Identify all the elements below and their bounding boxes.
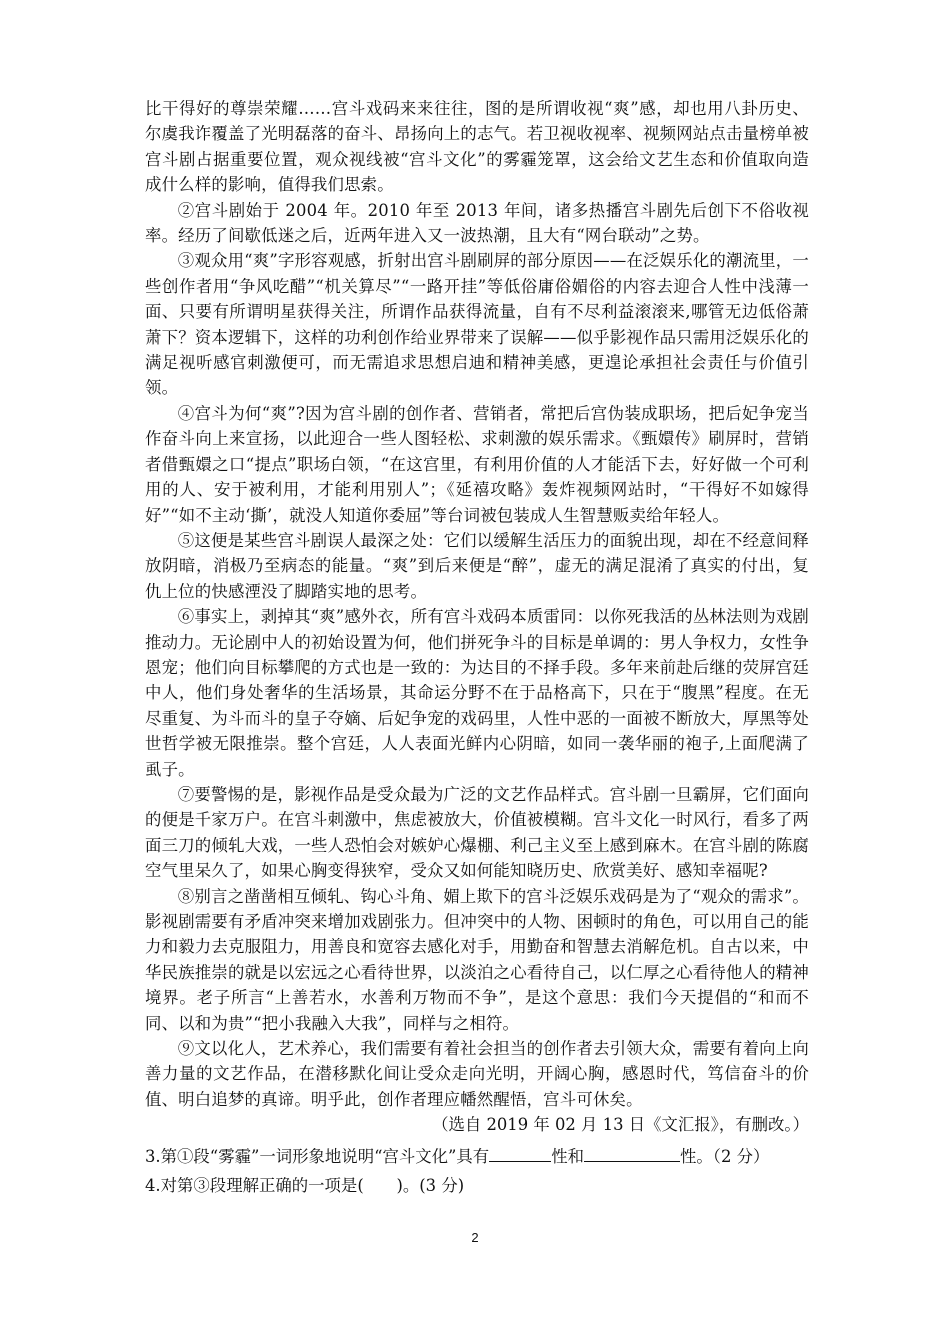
article-source: （选自 2019 年 02 月 13 日《文汇报》，有删改。） [432, 1115, 809, 1135]
question-3-text-start: 3.第①段“雾霾”一词形象地说明“宫斗文化”具有 [145, 1146, 490, 1166]
answer-blank-2[interactable] [584, 1145, 680, 1162]
article-paragraph-continued: 比干得好的尊崇荣耀……宫斗戏码来来往往，图的是所谓收视“爽”感，却也用八卦历史、尔虞我诈覆盖了光明磊落的奋斗、昂扬向上的志气。若卫视收视率、视频网站点击量榜单被宫斗剧占据重要位置，观众视线被“宫斗文化”的雾霾笼罩，这会给文艺生态和价值取向造成什么样的影响，值得我们思索。 [145, 99, 809, 195]
article-paragraph-4: ④宫斗为何“爽”?因为宫斗剧的创作者、营销者，常把后宫伪装成职场，把后妃争宠当作奋斗向上来宣扬，以此迎合一些人图轻松、求刺激的娱乐需求。《甄嬛传》刷屏时，营销者借甄嬛之口“提点”职场白领，“在这宫里，有利用价值的人才能活下去，好好做一个可利用的人、安于被利用，才能利用别人”；《延禧攻略》轰炸视频网站时，“干得好不如嫁得好”“如不主动‘撕’，就没人知道你委屈”等台词被包装成人生智慧贩卖给年轻人。 [145, 403, 809, 525]
article-paragraph-8: ⑧别言之凿凿相互倾轧、钩心斗角、媚上欺下的宫斗泛娱乐戏码是为了“观众的需求”。影视剧需要有矛盾冲突来增加戏剧张力。但冲突中的人物、困顿时的角色，可以用自己的能力和毅力去克服阻力，用善良和宽容去感化对手，用勤奋和智慧去消解危机。自古以来，中华民族推崇的就是以宏远之心看待世界，以淡泊之心看待自己，以仁厚之心看待他人的精神境界。老子所言“上善若水，水善利万物而不争”，是这个意思：我们今天提倡的“和而不同、以和为贵”“把小我融入大我”，同样与之相符。 [145, 886, 809, 1033]
article-paragraph-7: ⑦要警惕的是，影视作品是受众最为广泛的文艺作品样式。宫斗剧一旦霸屏，它们面向的便是千家万户。在宫斗刺激中，焦虑被放大，价值被模糊。宫斗文化一时风行，看多了两面三刀的倾轧大戏，一些人恐怕会对嫉妒心爆棚、利己主义至上感到麻木。在宫斗剧的陈腐空气里呆久了，如果心胸变得狭窄，受众又如何能知晓历史、欣赏美好、感知幸福呢? [145, 784, 809, 881]
article-paragraph-2: ②宫斗剧始于 2004 年。2010 年至 2013 年间，诸多热播宫斗剧先后创下不俗收视率。经历了间歇低迷之后，近两年进入又一波热潮，且大有“网台联动”之势。 [145, 200, 809, 246]
article-paragraph-6: ⑥事实上，剥掉其“爽”感外衣，所有宫斗戏码本质雷同：以你死我活的丛林法则为戏剧推动力。无论剧中人的初始设置为何，他们拼死争斗的目标是单调的：男人争权力，女性争恩宠；他们向目标攀爬的方式也是一致的：为达目的不择手段。多年来前赴后继的荧屏宫廷中人，他们身处奢华的生活场景，其命运分野不在于品格高下，只在于“腹黑”程度。在无尽重复、为斗而斗的皇子夺嫡、后妃争宠的戏码里，人性中恶的一面被不断放大，厚黑等处世哲学被无限推崇。整个宫廷，人人表面光鲜内心阴暗，如同一袭华丽的袍子,上面爬满了虱子。 [145, 607, 809, 779]
document-page [145, 96, 809, 1198]
article-paragraph-5: ⑤这便是某些宫斗剧误人最深之处：它们以缓解生活压力的面貌出现，却在不经意间释放阴暗，消极乃至病态的能量。“爽”到后来便是“醉”，虚无的满足混淆了真实的付出，复仇上位的快感湮没了脚踏实地的思考。 [145, 530, 809, 601]
question-4: 4.对第③段理解正确的一项是( )。(3 分) [145, 1176, 465, 1196]
question-3 [145, 1144, 809, 1169]
article-paragraph-9: ⑨文以化人，艺术养心，我们需要有着社会担当的创作者去引领大众，需要有着向上向善力量的文艺作品，在潜移默化间让受众走向光明，开阔心胸，感恩时代，笃信奋斗的价值、明白追梦的真谛。明乎此，创作者理应幡然醒悟，宫斗可休矣。 [145, 1039, 809, 1109]
question-3-text-middle: 性和 [551, 1146, 584, 1166]
question-3-text-end: 性。（2 分） [679, 1146, 770, 1166]
page-number: 2 [471, 1230, 479, 1245]
answer-blank-1[interactable] [489, 1145, 551, 1162]
article-paragraph-3: ③观众用“爽”字形容观感，折射出宫斗剧刷屏的部分原因——在泛娱乐化的潮流里，一些创作者用“争风吃醋”“机关算尽”“一路开挂”等低俗庸俗媚俗的内容去迎合人性中浅薄一面、只要有所谓明星获得关注，所谓作品获得流量，自有不尽利益滚滚来,哪管无边低俗萧萧下？资本逻辑下，这样的功利创作给业界带来了误解——似乎影视作品只需用泛娱乐化的满足视听感官刺激便可，而无需追求思想启迪和精神美感，更遑论承担社会责任与价值引领。 [145, 251, 809, 398]
